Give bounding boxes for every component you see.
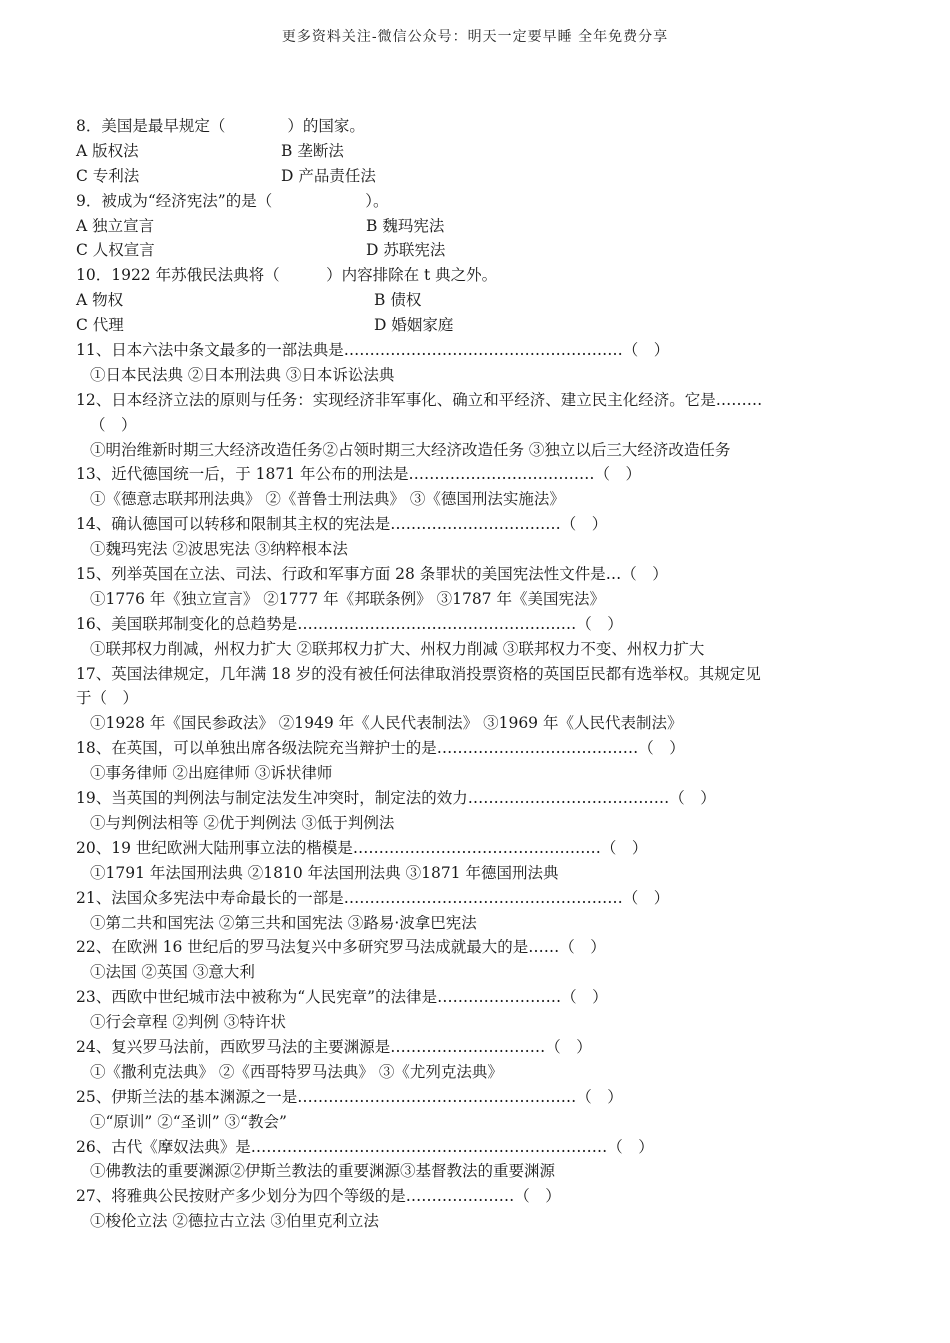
option-c: C 人权宣言 bbox=[76, 241, 155, 260]
question-13-options: ①《德意志联邦刑法典》 ②《普鲁士刑法典》 ③《德国刑法实施法》 bbox=[90, 490, 565, 509]
question-9-options-row1 bbox=[76, 214, 836, 239]
question-list bbox=[76, 114, 836, 1234]
question-24-stem: 24、复兴罗马法前，西欧罗马法的主要渊源是…………………………（ ） bbox=[76, 1037, 592, 1056]
question-10-stem: 10．1922 年苏俄民法典将（ ）内容排除在 t 典之外。 bbox=[76, 266, 498, 285]
question-21-options: ①第二共和国宪法 ②第三共和国宪法 ③路易·波拿巴宪法 bbox=[90, 913, 477, 932]
option-a: A 版权法 bbox=[76, 141, 139, 160]
option-b: B 魏玛宪法 bbox=[366, 216, 445, 235]
question-24-options: ①《撒利克法典》 ②《西哥特罗马法典》 ③《尤列克法典》 bbox=[90, 1062, 503, 1081]
question-27-options: ①梭伦立法 ②德拉古立法 ③伯里克利立法 bbox=[90, 1212, 379, 1231]
question-8-stem: 8．美国是最早规定（ ）的国家。 bbox=[76, 117, 365, 135]
question-14-stem: 14、确认德国可以转移和限制其主权的宪法是……………………………（ ） bbox=[76, 515, 608, 534]
question-23-options: ①行会章程 ②判例 ③特许状 bbox=[90, 1013, 286, 1032]
question-15-options: ①1776 年《独立宣言》 ②1777 年《邦联条例》 ③1787 年《美国宪法》 bbox=[90, 589, 605, 608]
question-12-stem-continued: （ ） bbox=[90, 415, 137, 434]
option-c: C 专利法 bbox=[76, 166, 140, 185]
question-17-stem-continued: 于（ ） bbox=[76, 689, 139, 708]
question-9-stem: 9．被成为“经济宪法”的是（ ）。 bbox=[76, 191, 389, 210]
option-b: B 债权 bbox=[374, 291, 422, 310]
option-d: D 产品责任法 bbox=[281, 166, 376, 185]
option-a: A 物权 bbox=[76, 291, 124, 310]
option-b: B 垄断法 bbox=[281, 141, 344, 160]
option-a: A 独立宣言 bbox=[76, 216, 155, 235]
question-20-stem: 20、19 世纪欧洲大陆刑事立法的楷模是…………………………………………（ ） bbox=[76, 838, 648, 857]
question-19-options: ①与判例法相等 ②优于判例法 ③低于判例法 bbox=[90, 813, 395, 832]
question-23-stem: 23、西欧中世纪城市法中被称为“人民宪章”的法律是……………………（ ） bbox=[76, 988, 608, 1007]
option-d: D 苏联宪法 bbox=[366, 241, 446, 260]
question-12-stem: 12、日本经济立法的原则与任务：实现经济非军事化、确立和平经济、建立民主化经济。它是……… bbox=[76, 390, 763, 409]
question-10-options-row1 bbox=[76, 288, 836, 313]
question-27-stem: 27、将雅典公民按财产多少划分为四个等级的是…………………（ ） bbox=[76, 1187, 561, 1206]
question-18-stem: 18、在英国，可以单独出席各级法院充当辩护士的是…………………………………（ ） bbox=[76, 739, 685, 758]
question-17-options: ①1928 年《国民参政法》 ②1949 年《人民代表制法》 ③1969 年《人民代表制法》 bbox=[90, 714, 683, 733]
page-header: 更多资料关注-微信公众号：明天一定要早睡 全年免费分享 bbox=[281, 29, 669, 45]
option-c: C 代理 bbox=[76, 316, 124, 335]
question-16-stem: 16、美国联邦制变化的总趋势是………………………………………………（ ） bbox=[76, 614, 623, 633]
question-13-stem: 13、近代德国统一后，于 1871 年公布的刑法是………………………………（ ） bbox=[76, 465, 642, 484]
question-19-stem: 19、当英国的判例法与制定法发生冲突时，制定法的效力…………………………………（ ） bbox=[76, 789, 716, 808]
question-14-options: ①魏玛宪法 ②波思宪法 ③纳粹根本法 bbox=[90, 540, 348, 559]
question-8-options-row2 bbox=[76, 164, 836, 189]
question-25-stem: 25、伊斯兰法的基本渊源之一是………………………………………………（ ） bbox=[76, 1087, 623, 1106]
question-8-options-row1 bbox=[76, 139, 836, 164]
question-26-options: ①佛教法的重要渊源②伊斯兰教法的重要渊源③基督教法的重要渊源 bbox=[90, 1162, 556, 1181]
question-22-options: ①法国 ②英国 ③意大利 bbox=[90, 963, 255, 982]
question-16-options: ①联邦权力削减，州权力扩大 ②联邦权力扩大、州权力削减 ③联邦权力不变、州权力扩大 bbox=[90, 639, 705, 658]
question-9-options-row2 bbox=[76, 238, 836, 263]
question-15-stem: 15、列举英国在立法、司法、行政和军事方面 28 条罪状的美国宪法性文件是…（ ） bbox=[76, 565, 668, 584]
question-26-stem: 26、古代《摩奴法典》是……………………………………………………………（ ） bbox=[76, 1137, 654, 1156]
question-20-options: ①1791 年法国刑法典 ②1810 年法国刑法典 ③1871 年德国刑法典 bbox=[90, 863, 559, 882]
question-21-stem: 21、法国众多宪法中寿命最长的一部是………………………………………………（ ） bbox=[76, 888, 670, 907]
question-11-stem: 11、日本六法中条文最多的一部法典是………………………………………………（ ） bbox=[76, 341, 670, 360]
question-18-options: ①事务律师 ②出庭律师 ③诉状律师 bbox=[90, 764, 333, 783]
question-10-options-row2 bbox=[76, 313, 836, 338]
question-12-options: ①明治维新时期三大经济改造任务②占领时期三大经济改造任务 ③独立以后三大经济改造任务 bbox=[90, 440, 731, 459]
question-17-stem: 17、英国法律规定，几年满 18 岁的没有被任何法律取消投票资格的英国臣民都有选举权。其规定见 bbox=[76, 664, 761, 683]
question-22-stem: 22、在欧洲 16 世纪后的罗马法复兴中多研究罗马法成就最大的是……（ ） bbox=[76, 938, 606, 957]
question-11-options: ①日本民法典 ②日本刑法典 ③日本诉讼法典 bbox=[90, 365, 395, 384]
question-25-options: ①“原训” ②“圣训” ③“教会” bbox=[90, 1112, 287, 1131]
option-d: D 婚姻家庭 bbox=[374, 316, 454, 335]
